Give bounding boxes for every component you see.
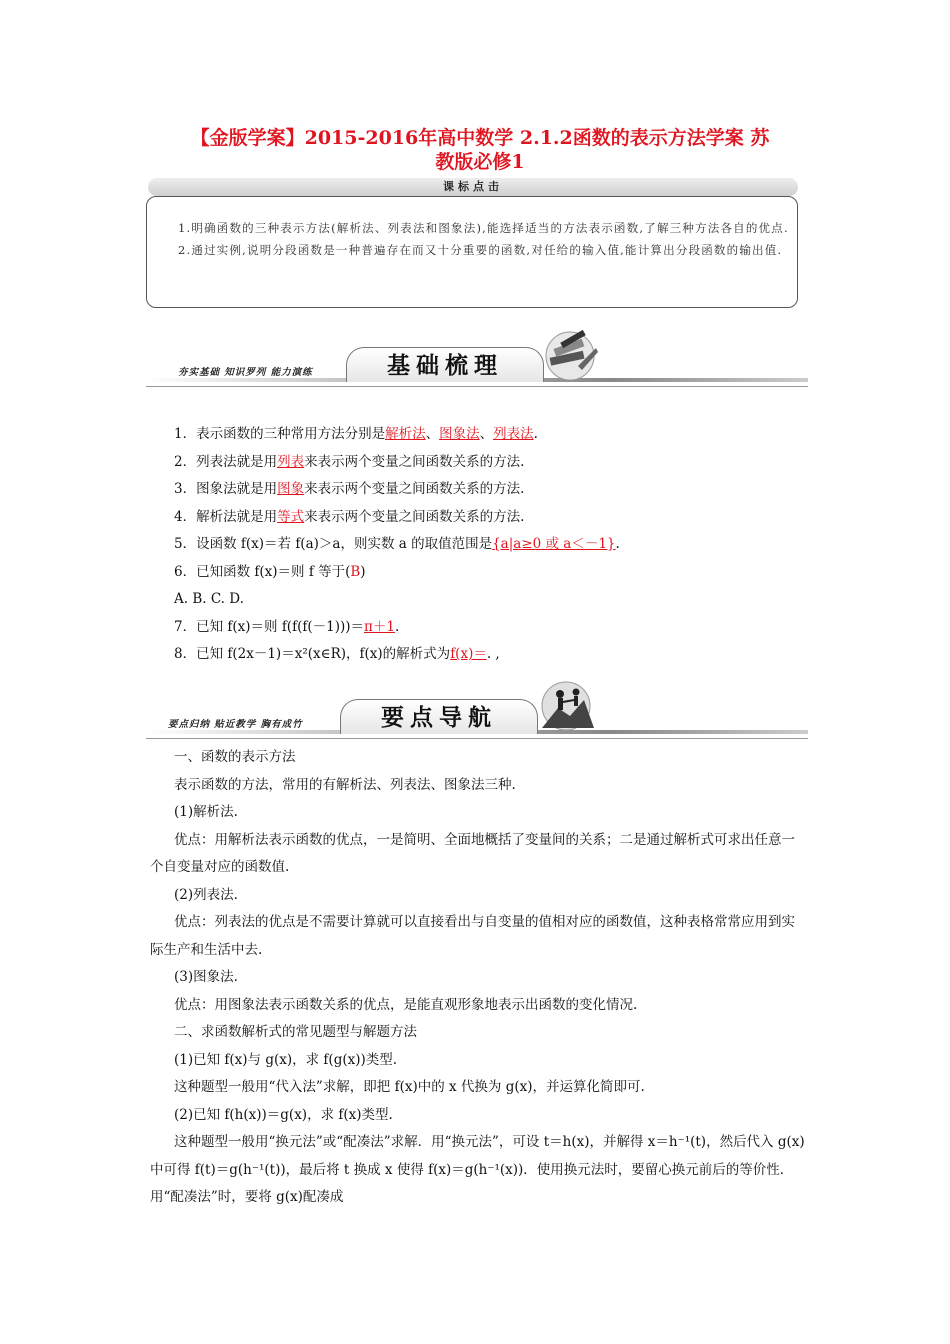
basic-item-8: 8．已知 f(2x－1)＝x²(x∈R)，f(x)的解析式为f(x)＝. , bbox=[174, 646, 500, 662]
objectives-box bbox=[146, 196, 798, 308]
guide-sub-4: (1)已知 f(x)与 g(x)，求 f(g(x))类型. bbox=[174, 1051, 398, 1068]
guide-text-1: 表示函数的方法，常用的有解析法、列表法、图象法三种. bbox=[174, 776, 516, 793]
guide-sub-3: (3)图象法. bbox=[174, 969, 238, 985]
guide-heading-2: 二、求函数解析式的常见题型与解题方法 bbox=[174, 1024, 417, 1040]
basic-review-content bbox=[174, 421, 620, 669]
guide-sub-1: (1)解析法. bbox=[174, 804, 238, 820]
title-line-2: 教版必修1 bbox=[435, 151, 525, 173]
key-points-banner bbox=[146, 682, 808, 742]
basic-item-4: 4．解析法就是用等式来表示两个变量之间函数关系的方法. bbox=[174, 508, 525, 525]
guide-heading-1: 一、函数的表示方法 bbox=[174, 749, 296, 765]
document-title bbox=[150, 126, 810, 174]
basic-item-3: 3．图象法就是用图象来表示两个变量之间函数关系的方法. bbox=[174, 481, 525, 497]
curriculum-banner bbox=[148, 178, 798, 196]
basic-item-7: 7．已知 f(x)＝则 f(f(f(－1)))＝π＋1. bbox=[174, 618, 400, 635]
books-icon bbox=[538, 326, 602, 382]
basic-item-5: 5．设函数 f(x)＝若 f(a)＞a，则实数 a 的取值范围是{a|a≥0 或 a＜－1}. bbox=[174, 536, 620, 552]
key-points-title: 要点导航 bbox=[381, 704, 497, 731]
guide-sub-5: (2)已知 f(h(x))＝g(x)，求 f(x)类型. bbox=[174, 1106, 393, 1123]
guide-text-2: 优点：用解析法表示函数的优点，一是简明、全面地概括了变量间的关系；二是通过解析式可求出任意一个自变量对应的函数值. bbox=[150, 831, 795, 875]
title-line-1: 【金版学案】2015-2016年高中数学 2.1.2函数的表示方法学案 苏 bbox=[190, 127, 770, 149]
curriculum-banner-label: 课标点击 bbox=[443, 180, 503, 193]
basic-review-title: 基础梳理 bbox=[387, 352, 503, 379]
guide-text-3: 优点：列表法的优点是不需要计算就可以直接看出与自变量的值相对应的函数值，这种表格常常应用到实际生产和生活中去. bbox=[150, 914, 795, 958]
basic-review-banner bbox=[146, 330, 808, 390]
climbers-icon bbox=[534, 678, 598, 734]
objective-1: 1.明确函数的三种表示方法(解析法、列表法和图象法),能选择适当的方法表示函数,了解三种方法各自的优点. bbox=[178, 221, 789, 235]
key-points-content bbox=[150, 744, 808, 1212]
guide-sub-2: (2)列表法. bbox=[174, 886, 238, 903]
guide-text-6: 这种题型一般用“换元法”或“配凑法”求解．用“换元法”，可设 t＝h(x)，并解得 x＝h⁻¹(t)，然后代入 g(x)中可得 f(t)＝g(h⁻¹(t))，最后将 t 换成 x 使得 f(x)＝g(h⁻¹(x))．使用换元法时，要留心换元前后的等价性．用“配凑法”时，要将 g(x)配凑成 bbox=[150, 1134, 805, 1205]
objective-2: 2.通过实例,说明分段函数是一种普遍存在而又十分重要的函数,对任给的输入值,能计算出分段函数的输出值. bbox=[178, 243, 783, 257]
basic-item-6-options: A. B. C. D. bbox=[174, 591, 244, 607]
guide-text-5: 这种题型一般用“代入法”求解，即把 f(x)中的 x 代换为 g(x)，并运算化简即可. bbox=[174, 1079, 645, 1095]
basic-review-title-pill bbox=[346, 347, 544, 382]
basic-item-1: 1．表示函数的三种常用方法分别是解析法、图象法、列表法. bbox=[174, 426, 538, 442]
key-points-title-pill bbox=[340, 699, 538, 734]
basic-item-2: 2．列表法就是用列表来表示两个变量之间函数关系的方法. bbox=[174, 453, 525, 470]
key-points-tagline: 要点归纳 贴近教学 胸有成竹 bbox=[168, 719, 303, 730]
basic-item-6: 6．已知函数 f(x)＝则 f 等于(B) bbox=[174, 563, 366, 580]
basic-review-tagline: 夯实基础 知识罗列 能力演练 bbox=[178, 367, 313, 378]
guide-text-4: 优点：用图象法表示函数关系的优点，是能直观形象地表示出函数的变化情况. bbox=[174, 996, 638, 1013]
